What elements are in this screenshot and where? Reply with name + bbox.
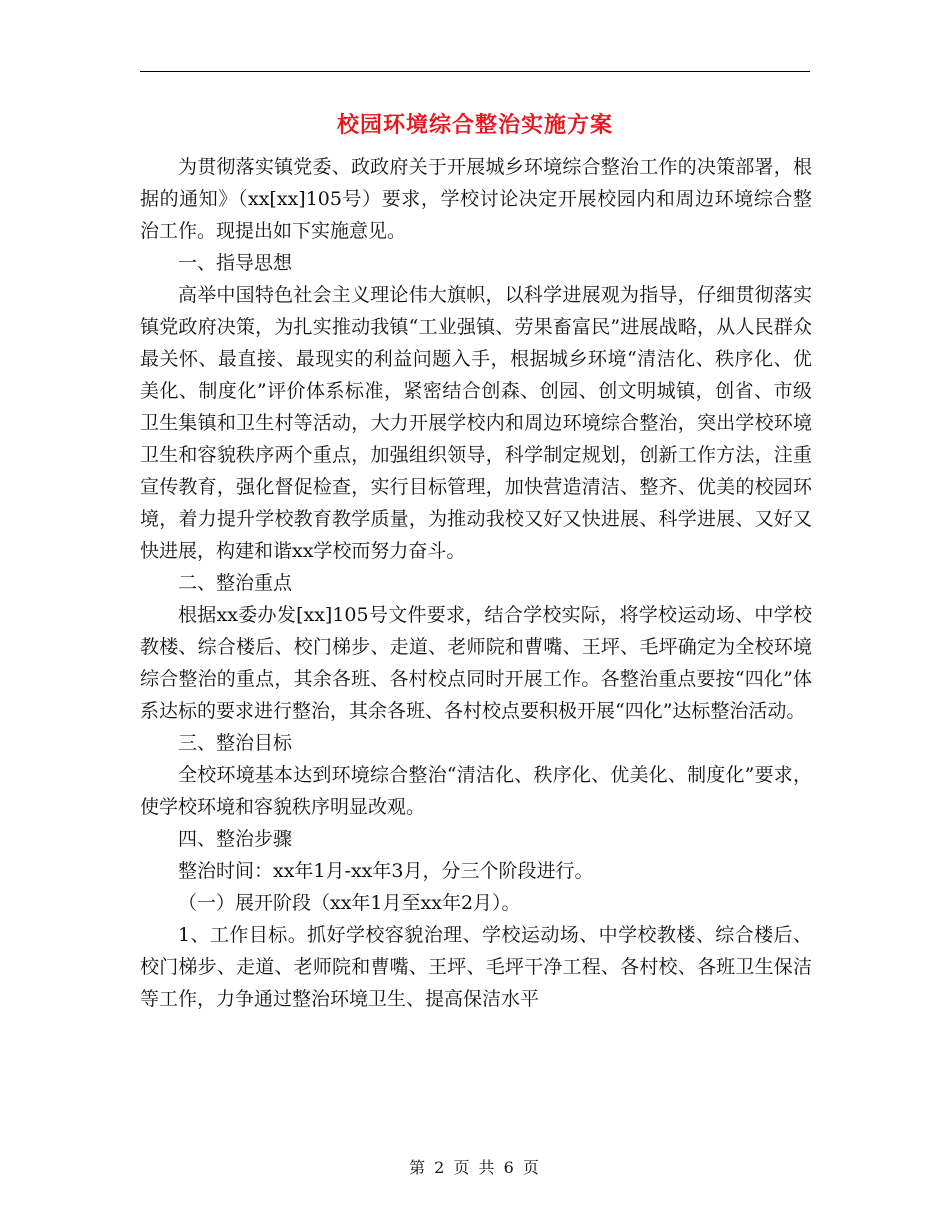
document-title: 校园环境综合整治实施方案 — [336, 112, 613, 138]
header-rule — [140, 71, 810, 72]
paragraph: 高举中国特色社会主义理论伟大旗帜，以科学进展观为指导，仔细贯彻落实镇党政府决策，为扎实推动我镇“工业强镇、劳果畜富民”进展战略，从人民群众最关怀、最直接、最现实的利益问题入手，根据城乡环境“清洁化、秩序化、优美化、制度化”评价体系标准，紧密结合创森、创园、创文明城镇，创省、市级卫生集镇和卫生村等活动，大力开展学校内和周边环境综合整治，突出学校环境卫生和容貌秩序两个重点，加强组织领导，科学制定规划，创新工作方法，注重宣传教育，强化督促检查，实行目标管理，加快营造清洁、整齐、优美的校园环境，着力提升学校教育教学质量，为推动我校又好又快进展、科学进展、又好又快进展，构建和谐xx学校而努力奋斗。 — [140, 284, 812, 562]
paragraph: 根据xx委办发[xx]105号文件要求，结合学校实际，将学校运动场、中学校教楼、综合楼后、校门梯步、走道、老师院和曹嘴、王坪、毛坪确定为全校环境综合整治的重点，其余各班、各村校点同时开展工作。各整治重点要按“四化”体系达标的要求进行整治，其余各班、各村校点要积极开展“四化”达标整治活动。 — [140, 604, 812, 722]
page-number-footer: 第 2 页 共 6 页 — [409, 1158, 541, 1177]
section-heading: 四、整治步骤 — [178, 828, 293, 850]
section-heading: 二、整治重点 — [178, 572, 293, 594]
document-body — [140, 151, 812, 1015]
section-heading: 一、指导思想 — [178, 252, 293, 274]
paragraph: 为贯彻落实镇党委、政政府关于开展城乡环境综合整治工作的决策部署，根据的通知》（xx[xx]105号）要求，学校讨论决定开展校园内和周边环境综合整治工作。现提出如下实施意见。 — [140, 156, 812, 242]
paragraph: 1、工作目标。抓好学校容貌治理、学校运动场、中学校教楼、综合楼后、校门梯步、走道、老师院和曹嘴、王坪、毛坪干净工程、各村校、各班卫生保洁等工作，力争通过整治环境卫生、提高保洁水平 — [140, 924, 812, 1010]
paragraph: 全校环境基本达到环境综合整治“清洁化、秩序化、优美化、制度化”要求，使学校环境和容貌秩序明显改观。 — [140, 764, 812, 818]
paragraph: 整治时间：xx年1月-xx年3月，分三个阶段进行。 — [178, 860, 594, 882]
section-heading: 三、整治目标 — [178, 732, 293, 754]
subsection-heading: （一）展开阶段（xx年1月至xx年2月）。 — [178, 892, 521, 914]
